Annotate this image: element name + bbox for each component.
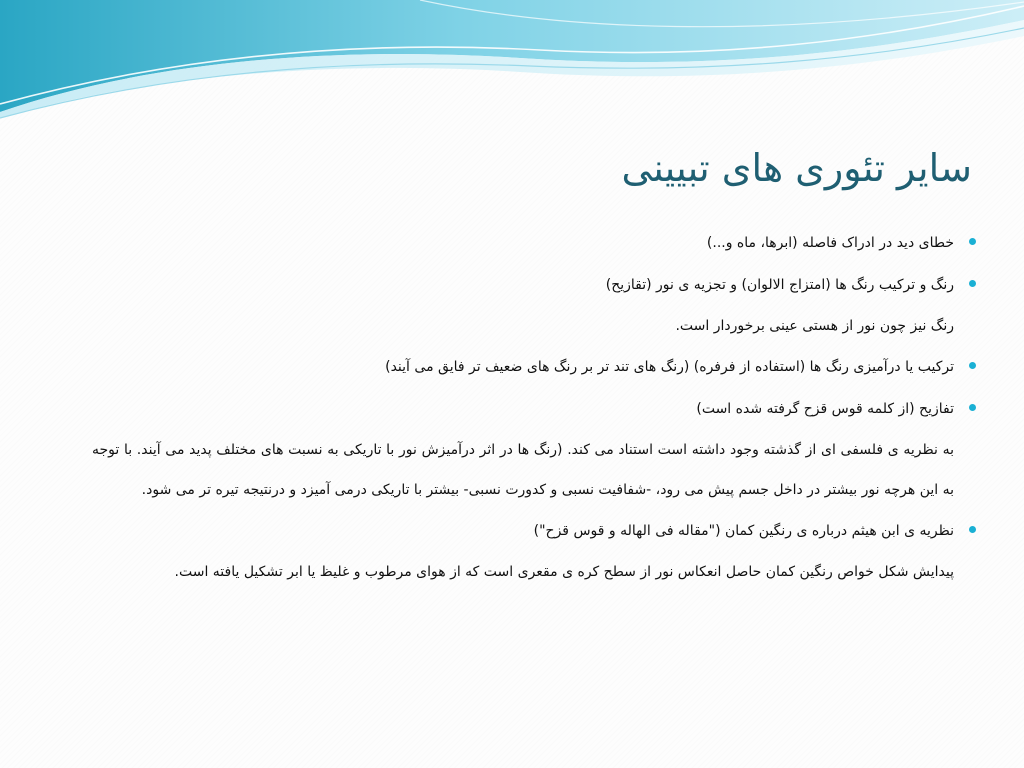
paragraph: پیدایش شکل خواص رنگین کمان حاصل انعکاس نور از سطح کره ی مقعری است که از هوای مرطوب و غلیظ یا ابر تشکیل یافته است. bbox=[174, 564, 954, 580]
paragraph: رنگ نیز چون نور از هستی عینی برخوردار است. bbox=[675, 318, 954, 334]
paragraph: به نظریه ی فلسفی ای از گذشته وجود داشته است استناد می کند. (رنگ ها در اثر درآمیزش نور با تاریکی به نسبت های مختلف پدید می آیند. با توجه به این هرچه نور بیشتر در داخل جسم پیش می رود، -شفافیت نسبی و کدورت نسبی- بیشتر با تاریکی درمی آمیزد و درنتیجه تیره تر می شود. bbox=[92, 442, 954, 498]
header-wave-decoration bbox=[0, 0, 1024, 125]
slide-title: سایر تئوری های تبیینی bbox=[621, 146, 972, 190]
bullet-item: تفازیح (از کلمه قوس قزح گرفته شده است) bbox=[92, 388, 954, 430]
bullet-item: رنگ و ترکیب رنگ ها (امتزاج الالوان) و تجزیه ی نور (تقازیح) bbox=[92, 264, 954, 306]
bullet-item: ترکیب یا درآمیزی رنگ ها (استفاده از فرفره) (رنگ های تند تر بر رنگ های ضعیف تر فایق می آیند) bbox=[92, 346, 954, 388]
bullet-item: خطای دید در ادراک فاصله (ابرها، ماه و...) bbox=[92, 222, 954, 264]
slide-body bbox=[92, 222, 954, 592]
bullet-item: نظریه ی ابن هیثم درباره ی رنگین کمان ("مقاله فی الهاله و قوس قزح") bbox=[92, 510, 954, 552]
